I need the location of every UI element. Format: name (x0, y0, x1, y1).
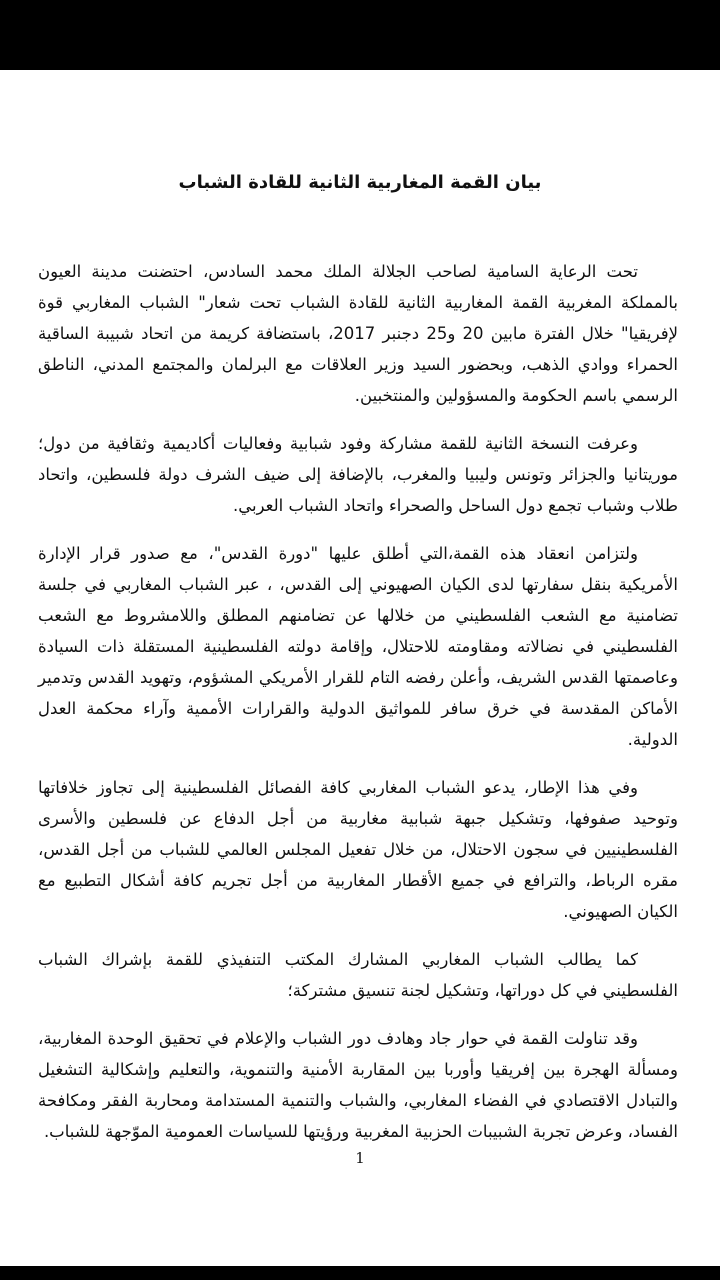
top-bar (0, 0, 720, 70)
paragraph-palestinian-factions: وفي هذا الإطار، يدعو الشباب المغاربي كافة الفصائل الفلسطينية إلى تجاوز خلافاتها وتوحيد صفوفها، وتشكيل جبهة شبابية مغاربية من أجل الدفاع عن فلسطين والأسرى الفلسطينيين في سجون الاحتلال، من خلال تفعيل المجلس العالمي للشباب من أجل القدس، مقره الرباط، والترافع في جميع الأقطار المغاربية من أجل تجريم كافة أشكال التطبيع مع الكيان الصهيوني. (38, 778, 678, 921)
paragraph-quds-session: ولتزامن انعقاد هذه القمة،التي أطلق عليها "دورة القدس"، مع صدور قرار الإدارة الأمريكية بنقل سفارتها لدى الكيان الصهيوني إلى القدس، ، عبر الشباب المغاربي في جلسة تضامنية مع الشعب الفلسطيني من خلالها عن تضامنهم المطلق واللامشروط مع الشعب الفلسطيني في نضالاته ومقاومته للاحتلال، وإقامة دولته الفلسطينية المستقلة ذات السيادة وعاصمتها القدس الشريف، وأعلن رفضه التام للقرار الأمريكي المشؤوم، وتهويد القدس وتدمير الأماكن المقدسة في خرق سافر للمواثيق الدولية والقرارات الأممية وآراء محكمة العدل الدولية. (38, 544, 678, 749)
page-number: 1 (355, 1149, 365, 1167)
document-title: بيان القمة المغاربية الثانية للقادة الشباب (178, 172, 542, 193)
paragraph-executive-office: كما يطالب الشباب المغاربي المشارك المكتب التنفيذي للقمة بإشراك الشباب الفلسطيني في كل دوراتها، وتشكيل لجنة تنسيق مشتركة؛ (38, 950, 678, 1000)
bottom-bar (0, 1266, 720, 1280)
paragraph-participants: وعرفت النسخة الثانية للقمة مشاركة وفود شبابية وفعاليات أكاديمية وثقافية من دول؛ موريتانيا والجزائر وتونس وليبيا والمغرب، بالإضافة إلى ضيف الشرف دولة فلسطين، واتحاد طلاب وشباب تجمع دول الساحل والصحراء واتحاد الشباب العربي. (38, 434, 678, 515)
paragraph-topics: وقد تناولت القمة في حوار جاد وهادف دور الشباب والإعلام في تحقيق الوحدة المغاربية، ومسألة الهجرة بين إفريقيا وأوربا بين المقاربة الأمنية والتنموية، والتعليم وإشكالية التشغيل والتبادل الاقتصادي في الفضاء المغاربي، والشباب والتنمية المستدامة ومحاربة الفقر ومكافحة الفساد، وعرض تجربة الشبيبات الحزبية المغربية ورؤيتها للسياسات العمومية الموّجهة للشباب. (38, 1029, 678, 1141)
paragraph-intro: تحت الرعاية السامية لصاحب الجلالة الملك محمد السادس، احتضنت مدينة العيون بالمملكة المغربية القمة المغاربية الثانية للقادة الشباب تحت شعار" الشباب المغاربي قوة لإفريقيا" خلال الفترة مابين 20 و25 دجنبر 2017، باستضافة كريمة من اتحاد شبيبة الساقية الحمراء ووادي الذهب، وبحضور السيد وزير العلاقات مع البرلمان والمجتمع المدني، الناطق الرسمي باسم الحكومة والمسؤولين والمنتخبين. (38, 262, 678, 405)
document-page[interactable] (0, 70, 720, 1266)
document-body (38, 256, 678, 1164)
